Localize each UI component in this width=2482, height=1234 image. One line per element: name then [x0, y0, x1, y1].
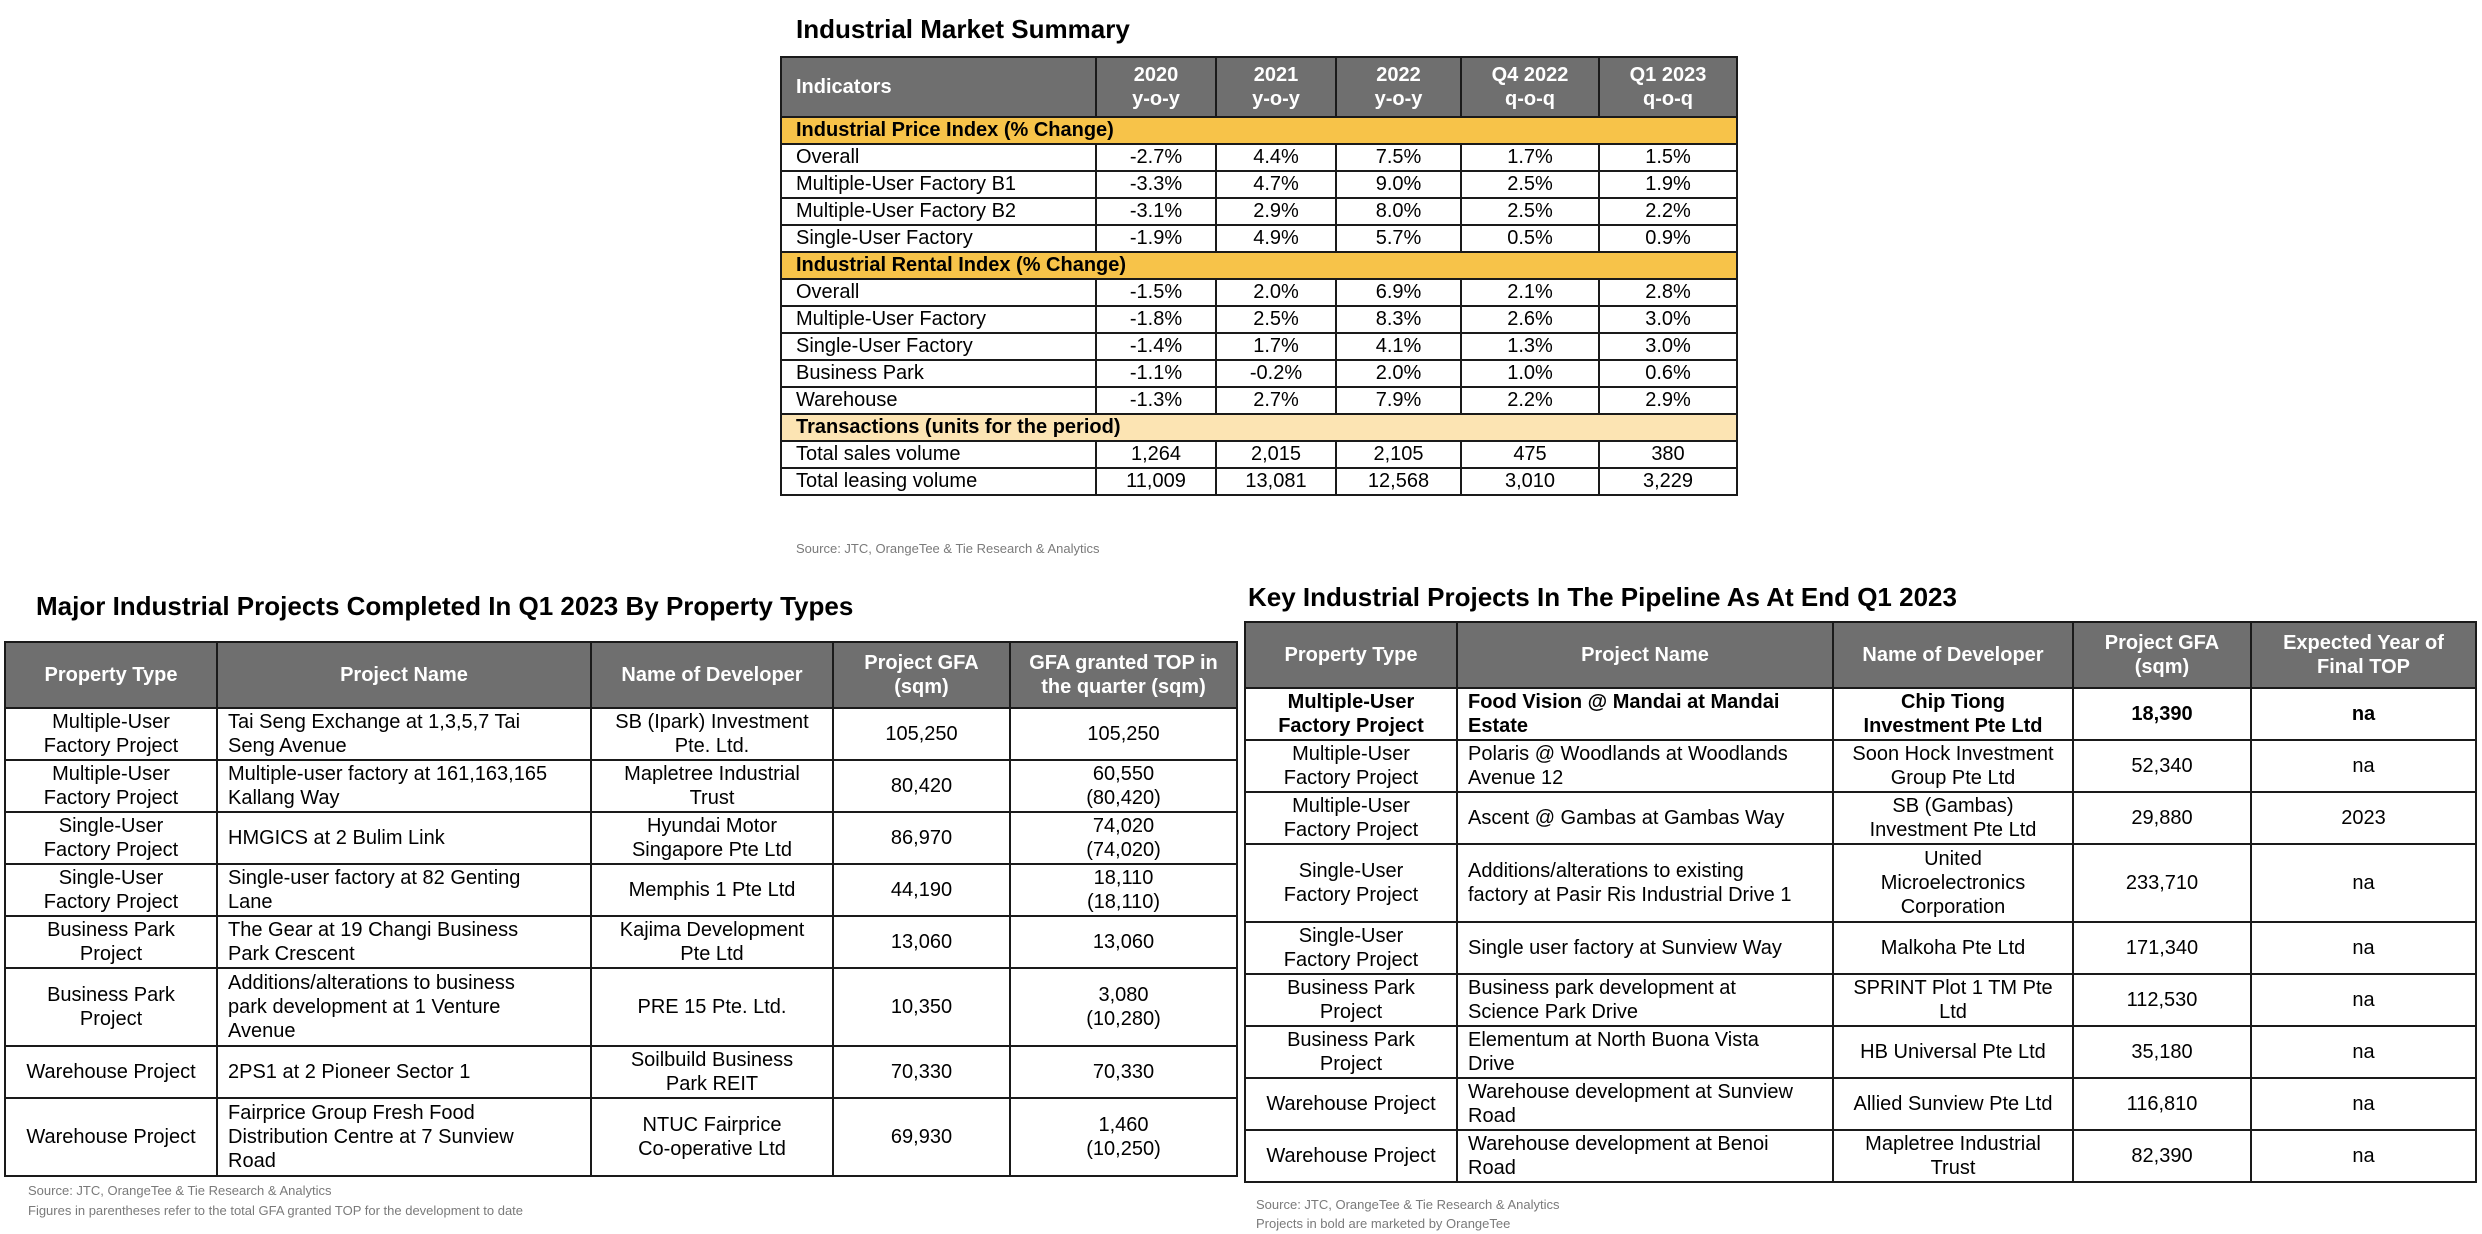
indicator-name: Multiple-User Factory B2 — [781, 198, 1096, 225]
pipeline-title: Key Industrial Projects In The Pipeline As At End Q1 2023 — [1248, 582, 1957, 612]
indicator-value: 1.0% — [1461, 360, 1599, 387]
header-indicators: Indicators — [781, 57, 1096, 117]
property-type: Warehouse Project — [1245, 1130, 1457, 1182]
project-gfa: 70,330 — [833, 1046, 1010, 1098]
top-value: na — [2251, 740, 2476, 792]
top-value: 60,550 (80,420) — [1010, 760, 1237, 812]
column-header: Project Name — [217, 642, 591, 708]
developer-name: Soilbuild Business Park REIT — [591, 1046, 833, 1098]
indicator-value: 0.5% — [1461, 225, 1599, 252]
table-row — [781, 279, 1737, 306]
indicator-value: 380 — [1599, 441, 1737, 468]
project-gfa: 44,190 — [833, 864, 1010, 916]
indicator-value: 2.5% — [1461, 171, 1599, 198]
developer-name: United Microelectronics Corporation — [1833, 844, 2073, 922]
indicator-value: 4.9% — [1216, 225, 1336, 252]
indicator-name: Overall — [781, 279, 1096, 306]
property-type: Multiple-User Factory Project — [5, 708, 217, 760]
table-row — [1245, 1026, 2476, 1078]
project-name: Tai Seng Exchange at 1,3,5,7 Tai Seng Avenue — [217, 708, 591, 760]
indicator-value: -1.9% — [1096, 225, 1216, 252]
property-type: Business Park Project — [1245, 1026, 1457, 1078]
project-name: Polaris @ Woodlands at Woodlands Avenue 12 — [1457, 740, 1833, 792]
table-row — [781, 306, 1737, 333]
project-gfa: 18,390 — [2073, 688, 2251, 740]
table-row — [5, 864, 1237, 916]
table-row — [5, 1098, 1237, 1176]
table-row — [5, 812, 1237, 864]
project-gfa: 112,530 — [2073, 974, 2251, 1026]
table-row — [1245, 922, 2476, 974]
developer-name: Mapletree Industrial Trust — [1833, 1130, 2073, 1182]
indicator-value: 2.8% — [1599, 279, 1737, 306]
project-name: Additions/alterations to business park development at 1 Venture Avenue — [217, 968, 591, 1046]
column-header: Project GFA (sqm) — [833, 642, 1010, 708]
indicator-value: 8.3% — [1336, 306, 1461, 333]
section-label: Industrial Price Index (% Change) — [781, 117, 1737, 144]
indicator-value: 1.5% — [1599, 144, 1737, 171]
indicator-value: 2.2% — [1599, 198, 1737, 225]
indicator-value: -1.8% — [1096, 306, 1216, 333]
indicator-name: Total sales volume — [781, 441, 1096, 468]
completed-title: Major Industrial Projects Completed In Q1 2023 By Property Types — [36, 591, 854, 621]
indicator-value: 2.9% — [1599, 387, 1737, 414]
market-summary-table — [780, 56, 1738, 496]
indicator-value: 3,010 — [1461, 468, 1599, 495]
indicator-name: Single-User Factory — [781, 333, 1096, 360]
developer-name: SB (Gambas) Investment Pte Ltd — [1833, 792, 2073, 844]
project-name: Single-user factory at 82 Genting Lane — [217, 864, 591, 916]
top-value: 74,020 (74,020) — [1010, 812, 1237, 864]
developer-name: Hyundai Motor Singapore Pte Ltd — [591, 812, 833, 864]
indicator-value: -1.3% — [1096, 387, 1216, 414]
table-row — [781, 198, 1737, 225]
top-value: 3,080 (10,280) — [1010, 968, 1237, 1046]
column-header: Expected Year of Final TOP — [2251, 622, 2476, 688]
summary-source: Source: JTC, OrangeTee & Tie Research & Analytics — [796, 541, 1100, 556]
indicator-value: -1.5% — [1096, 279, 1216, 306]
project-gfa: 35,180 — [2073, 1026, 2251, 1078]
indicator-value: 13,081 — [1216, 468, 1336, 495]
indicator-name: Overall — [781, 144, 1096, 171]
project-gfa: 82,390 — [2073, 1130, 2251, 1182]
indicator-value: 2,105 — [1336, 441, 1461, 468]
property-type: Single-User Factory Project — [1245, 922, 1457, 974]
top-value: na — [2251, 1026, 2476, 1078]
section-header — [781, 414, 1737, 441]
indicator-value: 4.4% — [1216, 144, 1336, 171]
table-row — [5, 708, 1237, 760]
indicator-value: -1.1% — [1096, 360, 1216, 387]
table-row — [1245, 844, 2476, 922]
summary-title: Industrial Market Summary — [796, 14, 1130, 44]
project-name: Additions/alterations to existing factory at Pasir Ris Industrial Drive 1 — [1457, 844, 1833, 922]
table-row — [781, 360, 1737, 387]
indicator-value: 1.3% — [1461, 333, 1599, 360]
indicator-name: Business Park — [781, 360, 1096, 387]
indicator-value: 1.7% — [1461, 144, 1599, 171]
developer-name: SB (Ipark) Investment Pte. Ltd. — [591, 708, 833, 760]
table-row — [5, 1046, 1237, 1098]
property-type: Multiple-User Factory Project — [1245, 792, 1457, 844]
table-row — [1245, 740, 2476, 792]
project-name: Business park development at Science Park Drive — [1457, 974, 1833, 1026]
project-gfa: 13,060 — [833, 916, 1010, 968]
developer-name: NTUC Fairprice Co-operative Ltd — [591, 1098, 833, 1176]
column-header: GFA granted TOP in the quarter (sqm) — [1010, 642, 1237, 708]
property-type: Multiple-User Factory Project — [1245, 688, 1457, 740]
project-name: HMGICS at 2 Bulim Link — [217, 812, 591, 864]
table-row — [1245, 1078, 2476, 1130]
property-type: Business Park Project — [5, 916, 217, 968]
indicator-value: 1,264 — [1096, 441, 1216, 468]
table-row — [1245, 1130, 2476, 1182]
developer-name: Chip Tiong Investment Pte Ltd — [1833, 688, 2073, 740]
developer-name: Malkoha Pte Ltd — [1833, 922, 2073, 974]
indicator-value: 3,229 — [1599, 468, 1737, 495]
property-type: Business Park Project — [5, 968, 217, 1046]
indicator-value: 8.0% — [1336, 198, 1461, 225]
indicator-value: 2.2% — [1461, 387, 1599, 414]
project-gfa: 233,710 — [2073, 844, 2251, 922]
indicator-value: 0.9% — [1599, 225, 1737, 252]
property-type: Multiple-User Factory Project — [5, 760, 217, 812]
header-period: 2020 y-o-y — [1096, 57, 1216, 117]
project-name: Ascent @ Gambas at Gambas Way — [1457, 792, 1833, 844]
project-gfa: 80,420 — [833, 760, 1010, 812]
table-row — [781, 333, 1737, 360]
indicator-value: -2.7% — [1096, 144, 1216, 171]
header-period: Q1 2023 q-o-q — [1599, 57, 1737, 117]
indicator-value: 475 — [1461, 441, 1599, 468]
property-type: Warehouse Project — [5, 1046, 217, 1098]
top-value: na — [2251, 1130, 2476, 1182]
top-value: na — [2251, 844, 2476, 922]
project-name: Fairprice Group Fresh Food Distribution Centre at 7 Sunview Road — [217, 1098, 591, 1176]
indicator-value: 9.0% — [1336, 171, 1461, 198]
table-row — [5, 760, 1237, 812]
property-type: Business Park Project — [1245, 974, 1457, 1026]
column-header: Name of Developer — [591, 642, 833, 708]
indicator-value: -1.4% — [1096, 333, 1216, 360]
section-header — [781, 117, 1737, 144]
header-period: 2021 y-o-y — [1216, 57, 1336, 117]
indicator-value: 12,568 — [1336, 468, 1461, 495]
property-type: Warehouse Project — [1245, 1078, 1457, 1130]
table-row — [781, 144, 1737, 171]
indicator-name: Warehouse — [781, 387, 1096, 414]
project-gfa: 116,810 — [2073, 1078, 2251, 1130]
indicator-value: 7.9% — [1336, 387, 1461, 414]
project-name: Warehouse development at Benoi Road — [1457, 1130, 1833, 1182]
project-name: Single user factory at Sunview Way — [1457, 922, 1833, 974]
indicator-name: Multiple-User Factory — [781, 306, 1096, 333]
indicator-value: 5.7% — [1336, 225, 1461, 252]
column-header: Property Type — [1245, 622, 1457, 688]
indicator-value: 3.0% — [1599, 306, 1737, 333]
top-value: 13,060 — [1010, 916, 1237, 968]
top-value: na — [2251, 922, 2476, 974]
table-row — [781, 171, 1737, 198]
property-type: Single-User Factory Project — [5, 812, 217, 864]
table-row — [1245, 688, 2476, 740]
table-row — [1245, 974, 2476, 1026]
indicator-value: 1.9% — [1599, 171, 1737, 198]
indicator-value: 3.0% — [1599, 333, 1737, 360]
column-header: Name of Developer — [1833, 622, 2073, 688]
project-name: 2PS1 at 2 Pioneer Sector 1 — [217, 1046, 591, 1098]
developer-name: PRE 15 Pte. Ltd. — [591, 968, 833, 1046]
indicator-value: -3.3% — [1096, 171, 1216, 198]
indicator-value: 2,015 — [1216, 441, 1336, 468]
developer-name: Memphis 1 Pte Ltd — [591, 864, 833, 916]
indicator-value: 1.7% — [1216, 333, 1336, 360]
table-row — [781, 225, 1737, 252]
property-type: Single-User Factory Project — [5, 864, 217, 916]
top-value: 70,330 — [1010, 1046, 1237, 1098]
indicator-value: 2.0% — [1216, 279, 1336, 306]
indicator-value: 2.9% — [1216, 198, 1336, 225]
project-gfa: 171,340 — [2073, 922, 2251, 974]
project-gfa: 10,350 — [833, 968, 1010, 1046]
project-gfa: 86,970 — [833, 812, 1010, 864]
indicator-value: 2.6% — [1461, 306, 1599, 333]
indicator-value: -0.2% — [1216, 360, 1336, 387]
indicator-value: 2.7% — [1216, 387, 1336, 414]
completed-source: Source: JTC, OrangeTee & Tie Research & Analytics — [28, 1183, 332, 1198]
project-gfa: 105,250 — [833, 708, 1010, 760]
project-name: The Gear at 19 Changi Business Park Crescent — [217, 916, 591, 968]
indicator-value: -3.1% — [1096, 198, 1216, 225]
project-gfa: 69,930 — [833, 1098, 1010, 1176]
table-row — [1245, 792, 2476, 844]
indicator-value: 7.5% — [1336, 144, 1461, 171]
top-value: na — [2251, 974, 2476, 1026]
column-header: Property Type — [5, 642, 217, 708]
pipeline-footnote: Projects in bold are marketed by OrangeTee — [1256, 1216, 1511, 1231]
indicator-value: 2.5% — [1461, 198, 1599, 225]
indicator-value: 11,009 — [1096, 468, 1216, 495]
project-name: Food Vision @ Mandai at Mandai Estate — [1457, 688, 1833, 740]
indicator-name: Single-User Factory — [781, 225, 1096, 252]
completed-projects-table — [4, 641, 1238, 1177]
section-header — [781, 252, 1737, 279]
top-value: 2023 — [2251, 792, 2476, 844]
property-type: Multiple-User Factory Project — [1245, 740, 1457, 792]
developer-name: Allied Sunview Pte Ltd — [1833, 1078, 2073, 1130]
top-value: 1,460 (10,250) — [1010, 1098, 1237, 1176]
property-type: Single-User Factory Project — [1245, 844, 1457, 922]
header-period: Q4 2022 q-o-q — [1461, 57, 1599, 117]
column-header: Project Name — [1457, 622, 1833, 688]
project-gfa: 52,340 — [2073, 740, 2251, 792]
top-value: 105,250 — [1010, 708, 1237, 760]
section-label: Industrial Rental Index (% Change) — [781, 252, 1737, 279]
table-row — [5, 968, 1237, 1046]
indicator-value: 6.9% — [1336, 279, 1461, 306]
indicator-name: Multiple-User Factory B1 — [781, 171, 1096, 198]
developer-name: Mapletree Industrial Trust — [591, 760, 833, 812]
indicator-name: Total leasing volume — [781, 468, 1096, 495]
column-header: Project GFA (sqm) — [2073, 622, 2251, 688]
developer-name: Kajima Development Pte Ltd — [591, 916, 833, 968]
table-row — [781, 468, 1737, 495]
header-period: 2022 y-o-y — [1336, 57, 1461, 117]
project-name: Warehouse development at Sunview Road — [1457, 1078, 1833, 1130]
top-value: 18,110 (18,110) — [1010, 864, 1237, 916]
developer-name: Soon Hock Investment Group Pte Ltd — [1833, 740, 2073, 792]
section-label: Transactions (units for the period) — [781, 414, 1737, 441]
indicator-value: 4.1% — [1336, 333, 1461, 360]
top-value: na — [2251, 1078, 2476, 1130]
pipeline-projects-table — [1244, 621, 2477, 1183]
project-name: Elementum at North Buona Vista Drive — [1457, 1026, 1833, 1078]
indicator-value: 4.7% — [1216, 171, 1336, 198]
developer-name: HB Universal Pte Ltd — [1833, 1026, 2073, 1078]
project-name: Multiple-user factory at 161,163,165 Kallang Way — [217, 760, 591, 812]
indicator-value: 2.5% — [1216, 306, 1336, 333]
table-row — [781, 441, 1737, 468]
indicator-value: 2.0% — [1336, 360, 1461, 387]
pipeline-source: Source: JTC, OrangeTee & Tie Research & Analytics — [1256, 1197, 1560, 1212]
table-row — [781, 387, 1737, 414]
completed-footnote: Figures in parentheses refer to the total GFA granted TOP for the development to date — [28, 1203, 524, 1218]
property-type: Warehouse Project — [5, 1098, 217, 1176]
table-row — [5, 916, 1237, 968]
indicator-value: 0.6% — [1599, 360, 1737, 387]
developer-name: SPRINT Plot 1 TM Pte Ltd — [1833, 974, 2073, 1026]
project-gfa: 29,880 — [2073, 792, 2251, 844]
top-value: na — [2251, 688, 2476, 740]
indicator-value: 2.1% — [1461, 279, 1599, 306]
